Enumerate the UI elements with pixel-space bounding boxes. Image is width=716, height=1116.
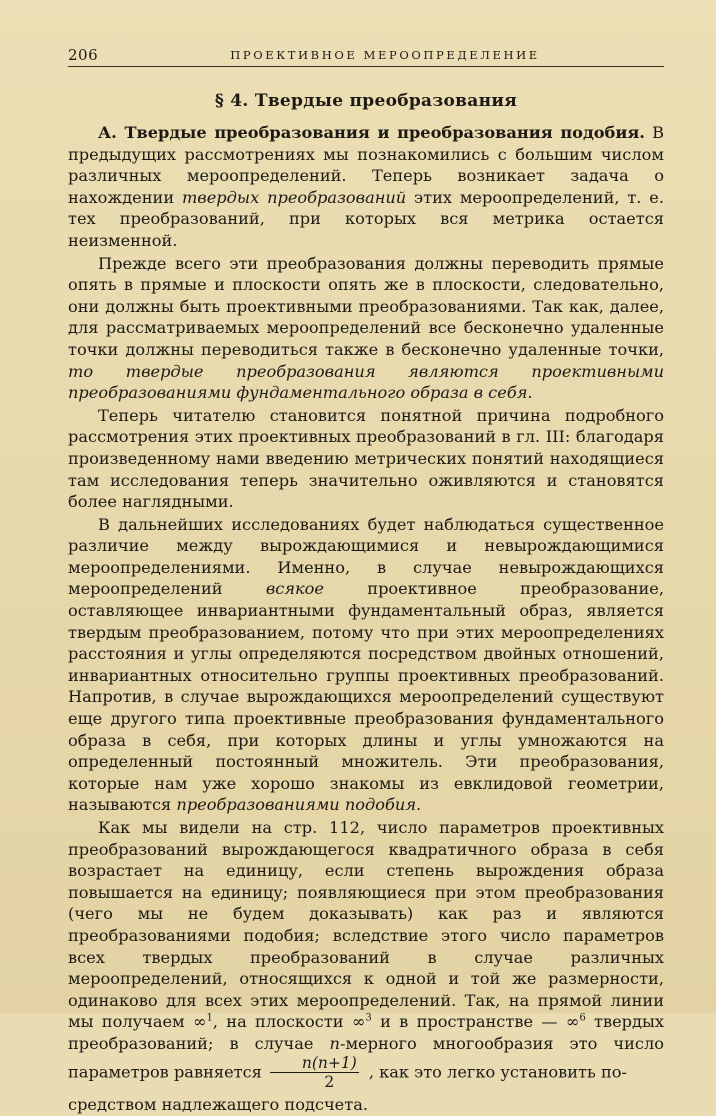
body-text bbox=[68, 122, 664, 1116]
emphasis: твердых преобразований bbox=[181, 187, 407, 207]
superscript: 1 bbox=[206, 1012, 213, 1024]
emphasis: преобразованиями подобия. bbox=[176, 795, 422, 815]
fraction-denominator: 2 bbox=[324, 1072, 335, 1091]
superscript: 3 bbox=[365, 1012, 372, 1024]
fraction-numerator: n(n+1) bbox=[270, 1055, 359, 1073]
running-head: ПРОЕКТИВНОЕ МЕРООПРЕДЕЛЕНИЕ bbox=[230, 48, 540, 62]
section-title: § 4. Твердые преобразования bbox=[214, 91, 518, 111]
paragraph-4: В дальнейших исследованиях будет наблюдаться существенное различие между вырождающимися и невырождающимися мероопределениями. Именно, в случае невырождающихся мероопределений всякое проективное преобразование, оставляющее инвариантными фундаментальный образ, является твердым преобразованием, потому что при этих мероопределениях расстояния и углы определяются посредством двойных отношений, инвариантных относительно группы проективных преобразований. Напротив, в случае вырождающихся мероопределений существуют еще другого типа проективные преобразования фундаментального образа в себя, при которых длины и углы умножаются на определенный постоянный множитель. Эти преобразования, которые нам уже хорошо знакомы из евклидовой геометрии, называются преобразованиями подобия. bbox=[68, 514, 664, 815]
page-number: 206 bbox=[68, 46, 99, 64]
emphasis: n bbox=[329, 1033, 340, 1053]
emphasis: всякое bbox=[265, 579, 325, 599]
emphasis: то твердые преобразования являются проективными преобразованиями фундаментального образа в себя. bbox=[68, 361, 664, 403]
paragraph-1: А. Твердые преобразования и преобразования подобия. В предыдущих рассмотрениях мы познакомились с большим числом различных мероопределений. Теперь возникает задача о нахождении твердых преобразований этих мероопределений, т. е. тех преобразований, при которых вся метрика остается неизменной. bbox=[68, 123, 664, 250]
fraction bbox=[270, 1055, 359, 1091]
final-line: средством надлежащего подсчета. bbox=[68, 1095, 369, 1115]
paragraph-5: Как мы видели на стр. 112, число параметров проективных преобразований вырождающегося квадратичного образа в себя возрастает на единицу, если степень вырождения образа повышается на единицу; появляющиеся при этом преобразования (чего мы не будем доказывать) как раз и являются преобразованиями подобия; вследствие этого число параметров всех твердых преобразований в случае различных мероопределений, относящихся к одной и той же размерности, одинаково для всех этих мероопределений. Так, на прямой линии мы получаем ∞$^1$, на плоскости ∞$^3$ и в пространстве — ∞$^6$ твердых преобразований; в случае n-мерного многообразия это число параметров равняется $\frac{n(n+1)}{2}$ , как это легко установить по- средством надлежащего подсчета. bbox=[68, 818, 664, 1115]
runin-heading: А. Твердые преобразования и преобразования подобия. bbox=[98, 123, 645, 142]
paragraph-2: Прежде всего эти преобразования должны переводить прямые опять в прямые и плоскости опять же в плоскости, следовательно, они должны быть проективными преобразованиями. Так как, далее, для рассматриваемых мероопределений все бесконечно удаленные точки должны переводиться также в бесконечно удаленные точки, то твердые преобразования являются проективными преобразованиями фундаментального образа в себя. bbox=[68, 253, 664, 403]
page-header bbox=[68, 46, 664, 67]
superscript: 6 bbox=[579, 1012, 586, 1024]
paragraph-3: Теперь читателю становится понятной причина подробного рассмотрения этих проективных преобразований в гл. III: благодаря произведенному нами введению метрических понятий находящиеся там исследования теперь значительно оживляются и становятся более наглядными. bbox=[68, 405, 664, 512]
